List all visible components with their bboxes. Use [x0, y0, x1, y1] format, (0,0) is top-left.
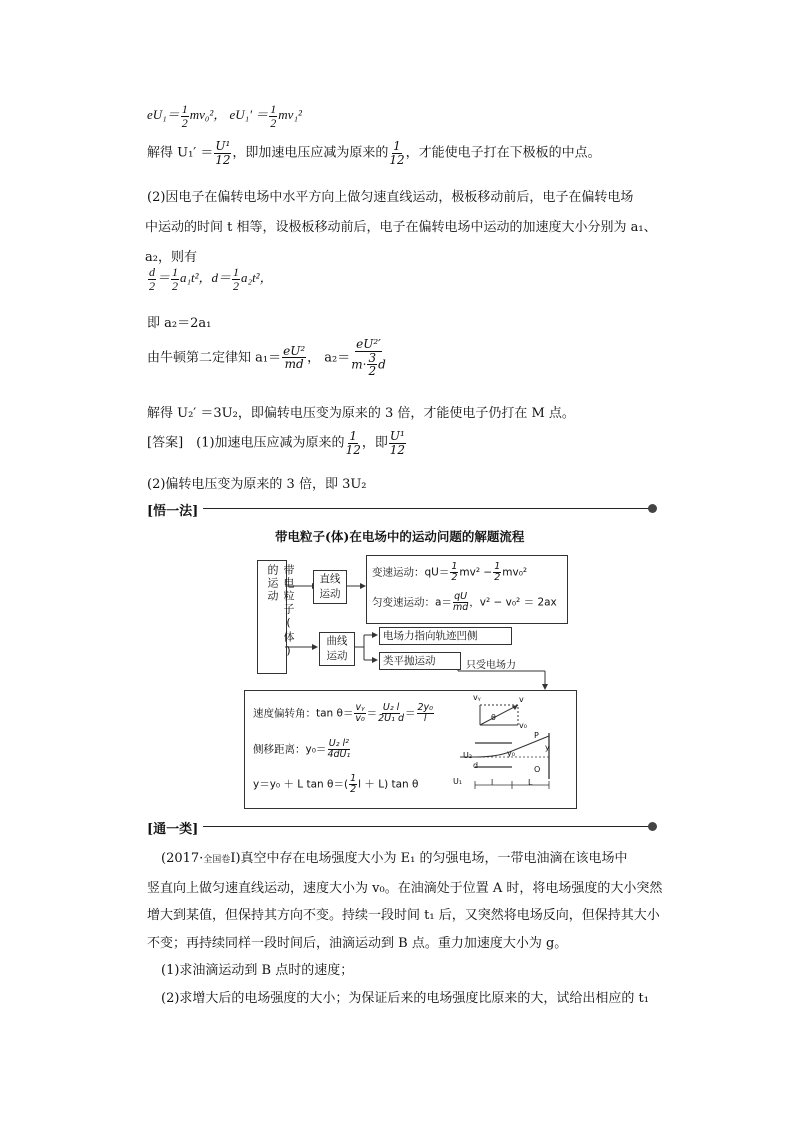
frac-den: 2 — [451, 571, 458, 583]
flow-straight-label: 直线运动 — [319, 573, 341, 600]
flow-curve-item-1: 电场力指向轨迹凹侧 — [379, 627, 512, 645]
flow-root-box — [257, 560, 295, 674]
frac-num: 1 — [270, 102, 277, 116]
frac-num: 1 — [181, 102, 188, 116]
eq-text: a₁t²，d＝ — [180, 270, 232, 286]
frac-num: 1 — [451, 561, 458, 572]
text: y＝y₀ ＋ L tan θ＝( — [253, 778, 349, 791]
fig-label-v: v — [519, 695, 524, 704]
fraction — [389, 430, 406, 456]
fig-label-p: P — [534, 731, 539, 740]
frac-den: v₀ — [355, 712, 365, 724]
section-heading-tong: [通一类] — [147, 822, 199, 837]
frac-num: d — [149, 265, 155, 279]
paragraph-line: 中运动的时间 t 相等，设极板移动前后，电子在偏转电场中运动的加速度大小分别为 a₁、 — [145, 220, 657, 235]
equation-energy — [147, 103, 302, 129]
frac-den: md — [452, 601, 469, 613]
fraction-inner — [367, 352, 377, 378]
frac-num: 1 — [172, 265, 179, 279]
flow-title: 带电粒子(体)在电场中的运动问题的解题流程 — [275, 529, 525, 544]
flow-uniform-accel — [372, 592, 557, 613]
fraction — [148, 266, 156, 292]
frac-den: 2 — [233, 278, 240, 293]
frac-num: 3 — [368, 350, 377, 365]
frac-num: vᵧ — [355, 702, 365, 713]
frac-den: md — [284, 357, 304, 372]
velocity-triangle-figure — [470, 695, 550, 735]
problem-year: (2017· — [161, 851, 204, 866]
equation-newton — [147, 338, 387, 378]
fig-label-theta: θ — [491, 713, 496, 722]
equation-displacement — [147, 266, 273, 292]
problem-source: 全国卷 — [203, 855, 231, 865]
fig-label-v0: v₀ — [519, 721, 527, 730]
text: ，v² − v₀² ＝ 2ax — [469, 596, 557, 609]
text: 解得 U₁′ ＝ — [147, 145, 214, 161]
frac-den — [351, 352, 386, 378]
text: 速度偏转角：tan θ＝ — [253, 707, 354, 720]
text: ，即 — [361, 435, 388, 451]
frac-den: 2 — [149, 278, 155, 293]
text: ＝ — [405, 707, 416, 720]
divider-dot — [648, 504, 657, 513]
paragraph-part2 — [147, 183, 657, 273]
solution-line-u1 — [147, 140, 601, 166]
frac-num: U¹ — [215, 139, 231, 153]
flow-note-force: 只受电场力 — [466, 660, 516, 671]
fraction — [354, 703, 365, 724]
text: ＝ — [366, 707, 378, 720]
problem-line — [147, 845, 662, 875]
flow-curve-label: 曲线运动 — [326, 635, 348, 662]
text: ， a₂＝ — [307, 350, 351, 366]
section-divider — [203, 826, 651, 827]
flow-root-label: 带电粒子(体)的运动 — [266, 564, 295, 659]
fig-label-vy: vᵧ — [473, 693, 481, 702]
frac-num: U¹ — [389, 429, 405, 443]
frac-den: 4dU₁ — [327, 748, 351, 760]
fraction — [269, 103, 277, 129]
fraction — [378, 703, 404, 724]
frac-den: 12 — [389, 442, 405, 457]
frac-num: U₂ l² — [328, 738, 349, 749]
fraction — [232, 266, 240, 292]
text: 由牛顿第二定律知 a₁＝ — [147, 350, 282, 366]
problem-paragraph — [147, 845, 662, 1012]
problem-line: 竖直向上做匀速直线运动，速度大小为 v₀。在油滴处于位置 A 时，将电场强度的大小突然 — [147, 880, 663, 896]
fraction — [417, 703, 434, 724]
answer-line-1 — [147, 430, 407, 456]
equation-a2: 即 a₂＝2a₁ — [147, 316, 212, 331]
frac-den-part: m· — [351, 357, 367, 372]
fig-label-d: d — [473, 761, 479, 770]
text: 匀变速运动：a＝ — [372, 596, 452, 609]
fig-label-l: l — [491, 778, 494, 787]
fraction — [493, 562, 501, 583]
paragraph-line: a₂，则有 — [145, 250, 197, 265]
text: 侧移距离：y₀＝ — [253, 743, 327, 756]
flow-straight-box — [313, 570, 347, 604]
question-1: (1)求油滴运动到 B 点时的速度； — [161, 963, 354, 978]
fraction — [389, 140, 404, 166]
eq-text: eU₁＝ — [147, 107, 180, 123]
flow-curve-item-2: 类平抛运动 — [379, 652, 461, 670]
frac-den: 2 — [270, 115, 277, 130]
text: ，即加速电压应减为原来的 — [232, 145, 389, 161]
paragraph-line: (2)因电子在偏转电场中水平方向上做匀速直线运动，极板移动前后，电子在偏转电场 — [147, 190, 634, 205]
answer-line-2: (2)偏转电压变为原来的 3 倍，即 3U₂ — [147, 477, 367, 492]
fraction — [453, 592, 468, 613]
frac-num: 1 — [393, 139, 401, 153]
fig-label-o: O — [534, 765, 541, 774]
eq-text: mv₀²， — [189, 107, 227, 123]
section-heading-wu: [悟一法] — [147, 504, 199, 519]
frac-num: qU — [454, 591, 468, 602]
flow-detail-box — [244, 690, 577, 809]
frac-num: 2y₀ — [417, 702, 433, 713]
frac-num: U₂ l — [382, 702, 400, 713]
frac-den: 12 — [215, 152, 231, 167]
frac-num: 1 — [349, 429, 358, 443]
fig-label-L: L — [528, 778, 533, 787]
frac-den: 2 — [172, 278, 179, 293]
frac-num: 1 — [350, 773, 357, 784]
text: mv₀² — [502, 566, 528, 579]
problem-line: 不变；再持续同样一段时间后，油滴运动到 B 点。重力加速度大小为 g。 — [147, 935, 568, 951]
eq-text: mv₁² — [278, 107, 302, 123]
text: ，才能使电子打在下极板的中点。 — [405, 145, 601, 161]
fraction — [282, 345, 306, 371]
frac-den: 2 — [350, 783, 357, 795]
fraction — [351, 338, 386, 378]
text: l ＋ L) tan θ — [358, 778, 419, 791]
fraction — [181, 103, 189, 129]
frac-den: 2 — [494, 571, 501, 583]
eq-text: eU₁′ ＝ — [229, 107, 269, 123]
frac-den: 12 — [389, 152, 405, 167]
text: 变速运动：qU＝ — [372, 566, 450, 579]
fraction — [327, 739, 350, 760]
eq-text: ＝ — [157, 270, 171, 286]
detail-displacement — [253, 739, 351, 760]
fig-label-y0: y₀ — [507, 749, 515, 758]
fraction — [346, 430, 361, 456]
frac-num: 1 — [494, 561, 501, 572]
deflection-figure — [450, 733, 560, 803]
fraction — [171, 266, 179, 292]
text: [答案] (1)加速电压应减为原来的 — [147, 435, 345, 451]
eq-text: a₂t²， — [241, 270, 273, 286]
fig-label-u1: U₁ — [453, 777, 463, 786]
text: mv² − — [459, 566, 493, 579]
flow-curve-box — [319, 632, 355, 666]
divider-dot — [648, 822, 657, 831]
flow-variable-speed — [372, 562, 527, 583]
frac-den: l — [423, 712, 427, 724]
text: Ⅰ)真空中存在电场强度大小为 E₁ 的匀强电场，一带电油滴在该电场中 — [230, 851, 628, 866]
frac-den: 12 — [345, 442, 361, 457]
frac-num: 1 — [233, 265, 240, 279]
frac-den-part: d — [378, 357, 386, 372]
solution-line-u2: 解得 U₂′ ＝3U₂，即偏转电压变为原来的 3 倍，才能使电子仍打在 M 点。 — [147, 406, 575, 421]
fraction — [349, 774, 357, 795]
fraction — [450, 562, 458, 583]
frac-den: 2 — [181, 115, 188, 130]
flow-straight-detail-box — [366, 555, 568, 624]
frac-den: 2U₁ d — [378, 712, 404, 724]
detail-angle — [253, 703, 435, 724]
frac-den: 2 — [368, 364, 377, 379]
fig-label-y: y — [545, 743, 550, 752]
detail-total-y — [253, 774, 418, 795]
section-divider — [203, 508, 651, 509]
fig-label-u2: U₂ — [463, 751, 473, 760]
frac-num: eU² — [283, 343, 306, 358]
problem-line: 增大到某值，但保持其方向不变。持续一段时间 t₁ 后，又突然将电场反向，但保持其大小 — [147, 908, 660, 923]
fraction — [214, 140, 231, 166]
frac-num: eU²′ — [356, 337, 381, 351]
question-2: (2)求增大后的电场强度的大小；为保证后来的电场强度比原来的大，试给出相应的 t₁ — [161, 990, 649, 1006]
